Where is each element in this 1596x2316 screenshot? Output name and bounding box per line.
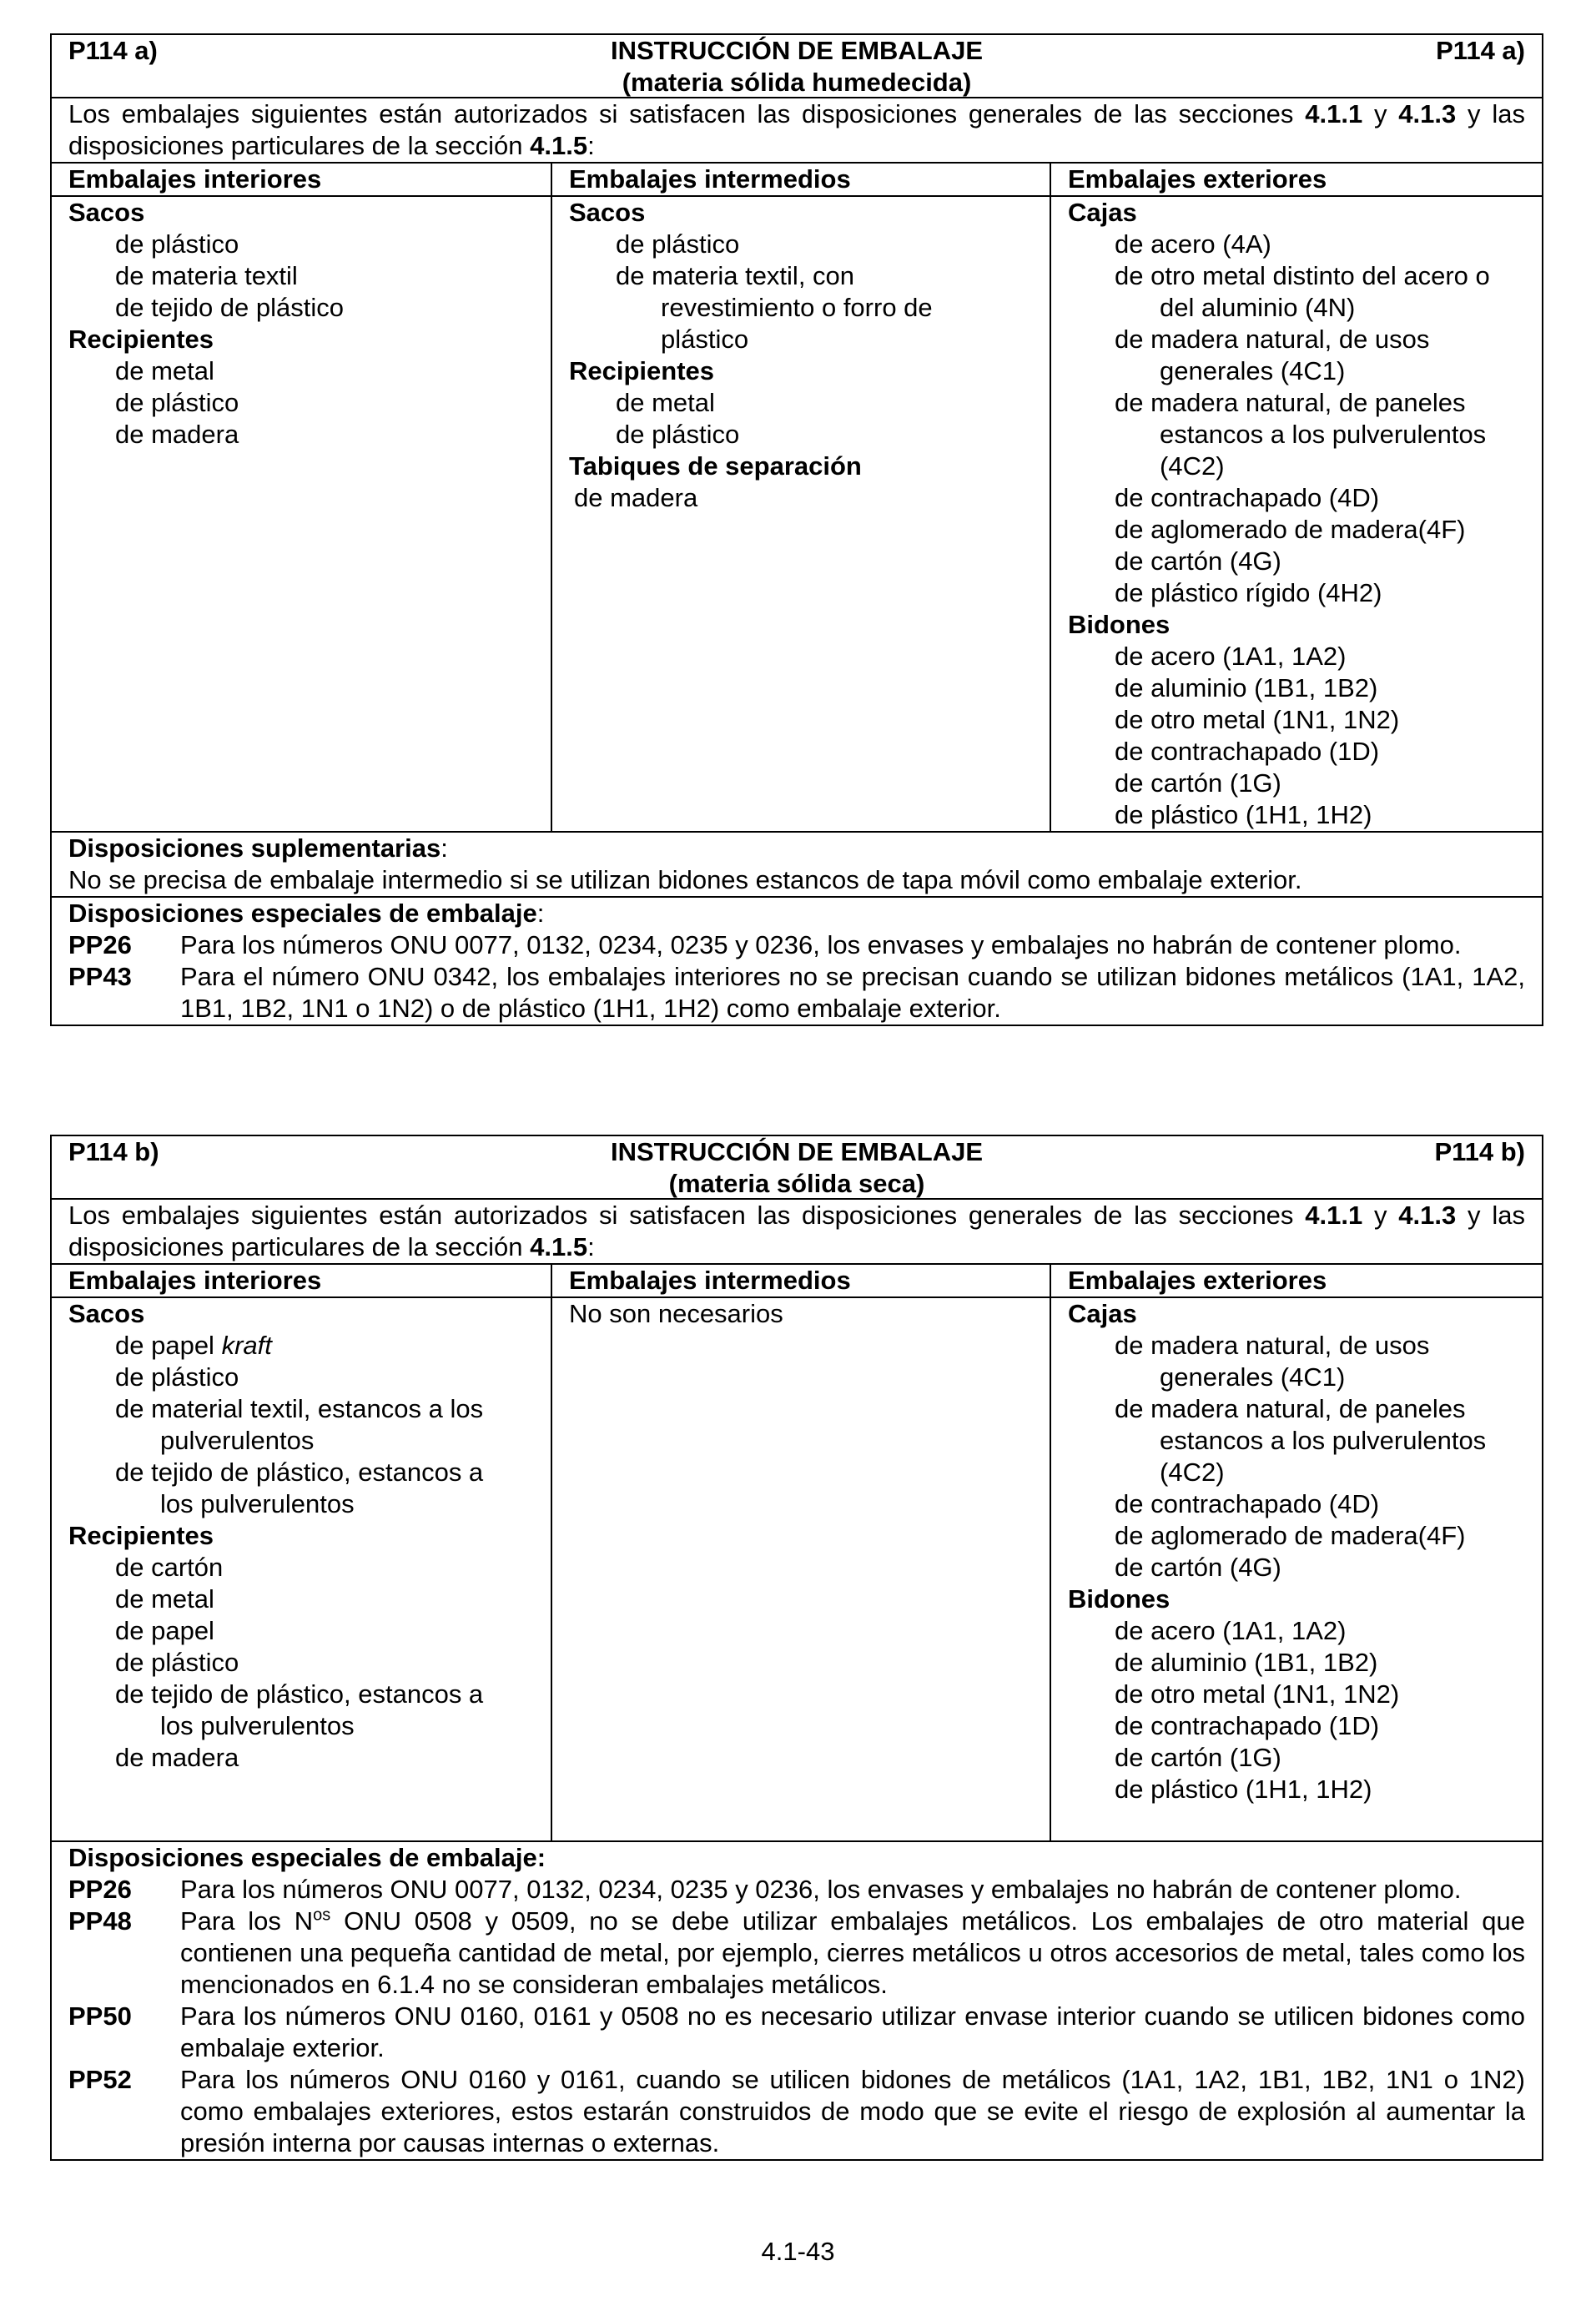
- list-item-cont: plástico: [661, 325, 749, 354]
- list-item: de tejido de plástico: [115, 293, 345, 322]
- header-intermediate: Embalajes intermedios: [551, 1265, 1050, 1296]
- list-item-cont: estancos a los pulverulentos: [1160, 1426, 1487, 1455]
- list-item: de cartón (4G): [1115, 1553, 1281, 1582]
- list-item: de plástico: [115, 1362, 239, 1392]
- not-required-text: No son necesarios: [569, 1299, 783, 1328]
- list-item: de material textil, estancos a los: [115, 1394, 484, 1423]
- outer-packagings: [1050, 197, 1542, 831]
- header-intermediate: Embalajes intermedios: [551, 164, 1050, 195]
- code-right: P114 b): [1434, 1137, 1525, 1166]
- packing-instruction-p114b: [50, 1135, 1543, 2161]
- list-item-cont: (4C2): [1160, 1458, 1225, 1487]
- list-item-cont: los pulverulentos: [160, 1489, 355, 1518]
- provision-text: Para los números ONU 0077, 0132, 0234, 0235 y 0236, los envases y embalajes no habrán de contener plomo.: [180, 1875, 1462, 1904]
- list-item-cont: los pulverulentos: [160, 1711, 355, 1740]
- provision-code: PP43: [68, 962, 132, 991]
- category-label: Bidones: [1068, 1584, 1171, 1614]
- list-item: de madera: [574, 483, 698, 512]
- list-item: de madera: [115, 1743, 239, 1772]
- list-item: de cartón (1G): [1115, 768, 1281, 798]
- header-outer: Embalajes exteriores: [1050, 1265, 1542, 1296]
- list-item: de plástico (1H1, 1H2): [1115, 1775, 1372, 1804]
- category-label: Sacos: [569, 198, 646, 227]
- list-item: de plástico: [616, 420, 740, 449]
- list-item-cont: generales (4C1): [1160, 356, 1346, 385]
- category-label: Recipientes: [68, 325, 214, 354]
- list-item: de plástico rígido (4H2): [1115, 578, 1382, 607]
- list-item: de contrachapado (4D): [1115, 1489, 1380, 1518]
- outer-packagings: [1050, 1298, 1542, 1840]
- provision-item: [68, 929, 1525, 961]
- header-row: [52, 35, 1542, 98]
- inner-packagings: [52, 197, 551, 831]
- list-item: de plástico: [115, 1648, 239, 1677]
- provision-code: PP26: [68, 930, 132, 959]
- intro-paragraph: Los embalajes siguientes están autorizados si satisfacen las disposiciones generales de las secciones 4.1.1 y 4.1.3 y las disposiciones particulares de la sección 4.1.5:: [52, 1200, 1542, 1265]
- provision-code: PP26: [68, 1875, 132, 1904]
- list-item: de plástico: [616, 229, 740, 259]
- column-headers: [52, 164, 1542, 197]
- instruction-title: INSTRUCCIÓN DE EMBALAJE: [610, 36, 984, 65]
- provision-text: Para los números ONU 0077, 0132, 0234, 0235 y 0236, los envases y embalajes no habrán de contener plomo.: [180, 930, 1462, 959]
- intermediate-packagings: [551, 1298, 1050, 1840]
- list-item: de madera natural, de paneles: [1115, 1394, 1466, 1423]
- list-item: de otro metal (1N1, 1N2): [1115, 1679, 1400, 1709]
- category-label: Bidones: [1068, 610, 1171, 639]
- inner-packagings: [52, 1298, 551, 1840]
- header-inner: Embalajes interiores: [68, 164, 322, 194]
- special-provisions: Disposiciones especiales de embalaje: PP26 Para los números ONU 0077, 0132, 0234, 0235 y 0236, los envases y embalajes no habrán de contener plomo. PP43 Para el número ONU 0342, los embalajes interiores no se precisan cuando se utilizan bidones metálicos (1A1, 1A2, 1B1, 1B2, 1N1 o 1N2) o de plástico (1H1, 1H2) como embalaje exterior.: [68, 899, 1525, 1023]
- provision-item: [68, 1906, 1525, 2001]
- list-item: de contrachapado (1D): [1115, 1711, 1380, 1740]
- list-item: de papel kraft: [115, 1331, 272, 1360]
- list-item: de materia textil, con: [616, 261, 855, 290]
- list-item: de otro metal distinto del acero o: [1115, 261, 1490, 290]
- column-headers: [52, 1265, 1542, 1298]
- provision-text: Para los números ONU 0160, 0161 y 0508 no es necesario utilizar envase interior cuando se utilicen bidones como embalaje exterior.: [180, 2001, 1525, 2062]
- list-item-cont: generales (4C1): [1160, 1362, 1346, 1392]
- supplementary-provisions: Disposiciones suplementarias: No se precisa de embalaje intermedio si se utilizan bidones estancos de tapa móvil como embalaje exterior.: [52, 833, 1542, 898]
- header-inner: Embalajes interiores: [68, 1266, 322, 1295]
- list-item-cont: revestimiento o forro de: [661, 293, 933, 322]
- code-left: P114 b): [68, 1137, 159, 1166]
- provision-item: [68, 1874, 1525, 1906]
- packaging-columns: [52, 197, 1542, 833]
- provision-text: Para los $N^{os}$ ONU 0508 y 0509, no se debe utilizar embalajes metálicos. Los embalajes de otro material que contienen una pequeña cantidad de metal, por ejemplo, cierres metálicos u otros accesorios de metal, tales como los mencionados en 6.1.4 no se consideran embalajes metálicos.: [180, 1906, 1525, 1999]
- list-item: de tejido de plástico, estancos a: [115, 1679, 484, 1709]
- list-item: de cartón: [115, 1553, 224, 1582]
- section-title: Disposiciones especiales de embalaje:: [68, 1843, 546, 1872]
- list-item-cont: (4C2): [1160, 451, 1225, 481]
- intermediate-packagings: [551, 197, 1050, 831]
- instruction-title: INSTRUCCIÓN DE EMBALAJE: [610, 1137, 984, 1166]
- category-label: Cajas: [1068, 198, 1137, 227]
- list-item: de aluminio (1B1, 1B2): [1115, 673, 1378, 702]
- list-item: de contrachapado (1D): [1115, 737, 1380, 766]
- provision-item: [68, 2064, 1525, 2159]
- code-right: P114 a): [1436, 36, 1525, 65]
- provision-item: [68, 2001, 1525, 2064]
- packaging-columns: [52, 1298, 1542, 1842]
- list-item: de cartón (1G): [1115, 1743, 1281, 1772]
- supplementary-text: No se precisa de embalaje intermedio si se utilizan bidones estancos de tapa móvil como embalaje exterior.: [68, 865, 1302, 894]
- list-item: de acero (4A): [1115, 229, 1271, 259]
- list-item: de madera: [115, 420, 239, 449]
- page-number: 4.1-43: [761, 2237, 835, 2266]
- provision-text: Para el número ONU 0342, los embalajes interiores no se precisan cuando se utilizan bidones metálicos (1A1, 1A2, 1B1, 1B2, 1N1 o 1N2) o de plástico (1H1, 1H2) como embalaje exterior.: [180, 962, 1525, 1023]
- provision-item: [68, 961, 1525, 1025]
- packing-instruction-p114a: [50, 33, 1543, 1026]
- list-item: de madera natural, de usos: [1115, 325, 1430, 354]
- list-item: de tejido de plástico, estancos a: [115, 1458, 484, 1487]
- category-label: Sacos: [68, 198, 145, 227]
- list-item-cont: del aluminio (4N): [1160, 293, 1356, 322]
- section-title: Disposiciones especiales de embalaje: [68, 899, 537, 928]
- category-label: Tabiques de separación: [569, 451, 862, 481]
- code-left: P114 a): [68, 36, 158, 65]
- list-item: de aluminio (1B1, 1B2): [1115, 1648, 1378, 1677]
- list-item: de acero (1A1, 1A2): [1115, 642, 1347, 671]
- list-item: de madera natural, de usos: [1115, 1331, 1430, 1360]
- list-item: de madera natural, de paneles: [1115, 388, 1466, 417]
- list-item: de cartón (4G): [1115, 546, 1281, 576]
- provision-code: PP48: [68, 1906, 132, 1936]
- special-provisions: [52, 1842, 1542, 2159]
- list-item: de plástico: [115, 229, 239, 259]
- list-item: de otro metal (1N1, 1N2): [1115, 705, 1400, 734]
- instruction-subtitle: (materia sólida seca): [668, 1169, 925, 1198]
- list-item: de materia textil: [115, 261, 298, 290]
- category-label: Cajas: [1068, 1299, 1137, 1328]
- category-label: Sacos: [68, 1299, 145, 1328]
- header-outer: Embalajes exteriores: [1050, 164, 1542, 195]
- list-item-cont: estancos a los pulverulentos: [1160, 420, 1487, 449]
- category-label: Recipientes: [68, 1521, 214, 1550]
- list-item-cont: pulverulentos: [160, 1426, 315, 1455]
- list-item: de plástico: [115, 388, 239, 417]
- provision-text: Para los números ONU 0160 y 0161, cuando se utilicen bidones de metálicos (1A1, 1A2, 1B1, 1B2, 1N1 o 1N2) como embalajes exteriores, estos estarán construidos de modo que se evite el riesgo de explosión al aumentar la presión interna por causas internas o externas.: [180, 2065, 1525, 2157]
- list-item: de metal: [616, 388, 715, 417]
- provision-code: PP50: [68, 2001, 132, 2031]
- list-item: de acero (1A1, 1A2): [1115, 1616, 1347, 1645]
- list-item: de aglomerado de madera(4F): [1115, 1521, 1466, 1550]
- list-item: de papel: [115, 1616, 214, 1645]
- intro-paragraph: Los embalajes siguientes están autorizados si satisfacen las disposiciones generales de las secciones 4.1.1 y 4.1.3 y las disposiciones particulares de la sección 4.1.5:: [52, 98, 1542, 164]
- provision-code: PP52: [68, 2065, 132, 2094]
- instruction-subtitle: (materia sólida humedecida): [622, 68, 972, 97]
- header-row: [52, 1136, 1542, 1200]
- category-label: Recipientes: [569, 356, 715, 385]
- list-item: de metal: [115, 1584, 214, 1614]
- list-item: de plástico (1H1, 1H2): [1115, 800, 1372, 829]
- list-item: de aglomerado de madera(4F): [1115, 515, 1466, 544]
- section-title: Disposiciones suplementarias: [68, 833, 441, 863]
- list-item: de metal: [115, 356, 214, 385]
- list-item: de contrachapado (4D): [1115, 483, 1380, 512]
